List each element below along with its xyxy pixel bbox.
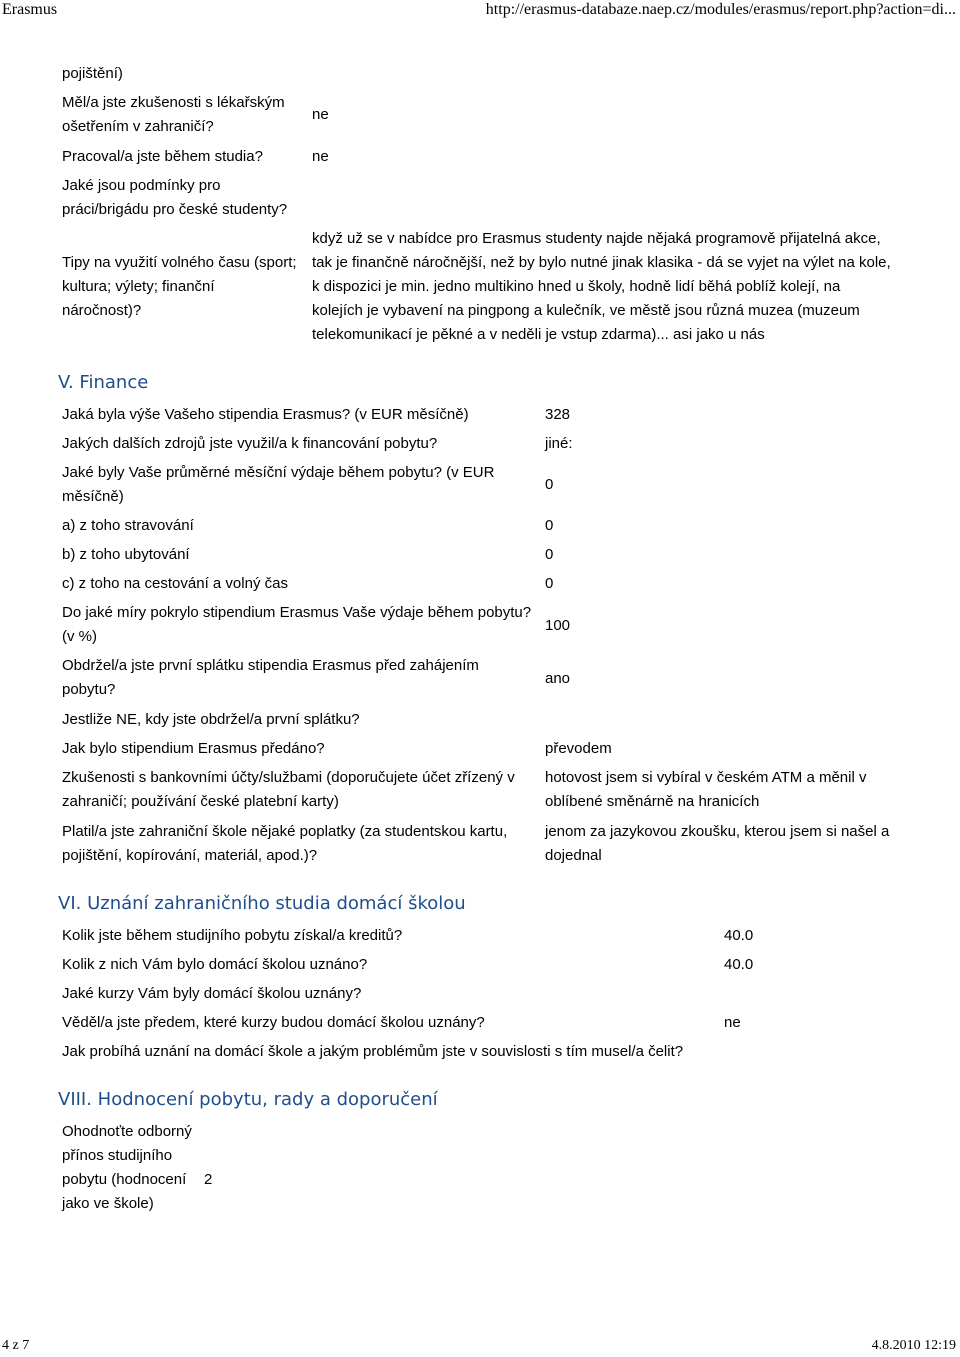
recognition-q5: Jak probíhá uznání na domácí škole a jakým problémům jste v souvislosti s tím musel/a čelit? [62,1043,684,1060]
finance-q10: Jak bylo stipendium Erasmus předáno? [62,740,325,757]
q2-answer: ne [312,148,329,165]
section-recognition-title: VI. Uznání zahraničního studia domácí školou [58,893,466,914]
finance-q8: Obdržel/a jste první splátku stipendia Erasmus před zahájením pobytu? [62,657,479,698]
finance-a7: 100 [545,617,571,634]
q3-text: Jaké jsou podmínky pro práci/brigádu pro české studenty? [62,177,288,218]
finance-a10: převodem [545,740,612,757]
q4-answer: když už se v nabídce pro Erasmus studenty najde nějaká programově přijatelná akce, tak je finančně náročnější, než by bylo nutné jinak klasika - dá se vyjet na výlet na kole, k dispozici je min. jedno multikino hned u školy, hodně lidí běhá poblíž kolejí, na kolejích je vybavení na pingpong a kulečník, ve městě jsou různá muzea (muzeum telekomunikací je pěkné a v neděli je vstup zdarma)... asi jako u nás [312,230,891,343]
browser-header [0,0,960,22]
finance-a5: 0 [545,546,554,563]
recognition-q2: Kolik z nich Vám bylo domácí školou uznáno? [62,956,368,973]
finance-q5: b) z toho ubytování [62,546,190,563]
finance-a3: 0 [545,476,554,493]
evaluation-q1: Ohodnoťte odborný přínos studijního pobytu (hodnocení jako ve škole) [62,1123,192,1212]
finance-a11: hotovost jsem si vybíral v českém ATM a měnil v oblíbené směnárně na hranicích [545,769,867,810]
section-finance-title: V. Finance [58,372,149,393]
finance-a8: ano [545,670,571,687]
recognition-a2: 40.0 [724,956,754,973]
finance-q7: Do jaké míry pokrylo stipendium Erasmus Vaše výdaje během pobytu? (v %) [62,604,532,645]
q1-text: Měl/a jste zkušenosti s lékařským ošetřením v zahraničí? [62,94,285,135]
finance-q9: Jestliže NE, kdy jste obdržel/a první splátku? [62,711,360,728]
finance-q6: c) z toho na cestování a volný čas [62,575,288,592]
page-header-title: Erasmus [2,1,58,18]
recognition-q4: Věděl/a jste předem, které kurzy budou domácí školou uznány? [62,1014,485,1031]
recognition-a1: 40.0 [724,927,754,944]
recognition-q3: Jaké kurzy Vám byly domácí školou uznány? [62,985,362,1002]
page-number: 4 z 7 [2,1338,30,1353]
q1-answer: ne [312,106,329,123]
q0-text: pojištění) [62,65,123,82]
print-datetime: 4.8.2010 12:19 [871,1338,956,1353]
q4-text: Tipy na využití volného času (sport; kultura; výlety; finanční náročnost)? [62,254,297,319]
page-header-url[interactable]: http://erasmus-databaze.naep.cz/modules/erasmus/report.php?action=di... [485,1,956,18]
recognition-a4: ne [724,1014,741,1031]
finance-q2: Jakých dalších zdrojů jste využil/a k financování pobytu? [62,435,438,452]
finance-a4: 0 [545,517,554,534]
finance-q11: Zkušenosti s bankovními účty/službami (doporučujete účet zřízený v zahraničí; používání české platební karty) [62,769,515,810]
finance-q4: a) z toho stravování [62,517,194,534]
finance-q3: Jaké byly Vaše průměrné měsíční výdaje během pobytu? (v EUR měsíčně) [62,464,495,505]
finance-a6: 0 [545,575,554,592]
evaluation-a1: 2 [204,1171,213,1188]
q2-text: Pracoval/a jste během studia? [62,148,263,165]
section-evaluation-title: VIII. Hodnocení pobytu, rady a doporučení [58,1089,438,1110]
finance-a1: 328 [545,406,571,423]
finance-q12: Platil/a jste zahraniční škole nějaké poplatky (za studentskou kartu, pojištění, kopírování, materiál, apod.)? [62,823,508,864]
finance-a2: jiné: [545,435,573,452]
finance-a12: jenom za jazykovou zkoušku, kterou jsem si našel a dojednal [545,823,890,864]
recognition-q1: Kolik jste během studijního pobytu získal/a kreditů? [62,927,403,944]
finance-q1: Jaká byla výše Vašeho stipendia Erasmus? (v EUR měsíčně) [62,406,469,423]
